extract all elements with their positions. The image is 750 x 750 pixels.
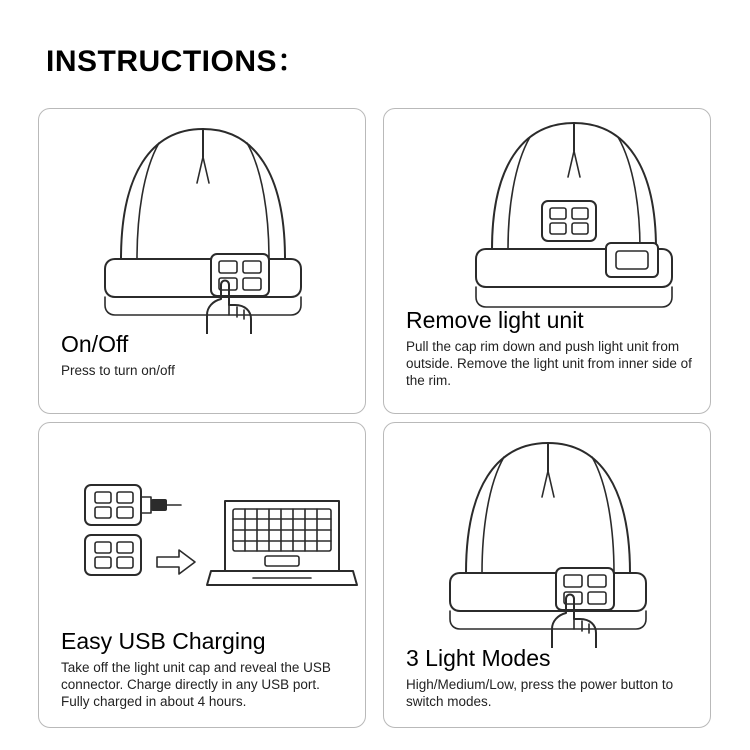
card-body: Press to turn on/off	[61, 363, 175, 378]
card-body: Pull the cap rim down and push light unit from outside. Remove the light unit from inner side of the rim.	[406, 339, 692, 388]
light-unit-usb-to-laptop-icon	[39, 423, 365, 628]
card-text-usb-charging	[61, 628, 347, 710]
beanie-hat-with-light-and-pointing-finger-icon	[39, 109, 365, 334]
beanie-hat-with-light-unit-removed-icon	[384, 109, 710, 309]
instruction-card-light-modes	[383, 422, 711, 728]
card-text-light-modes	[406, 645, 692, 710]
card-heading: Easy USB Charging	[61, 628, 266, 654]
card-body: High/Medium/Low, press the power button to switch modes.	[406, 677, 674, 709]
instruction-card-usb-charging	[38, 422, 366, 728]
card-text-on-off	[61, 331, 347, 379]
card-heading: On/Off	[61, 331, 129, 357]
instruction-card-remove-light-unit	[383, 108, 711, 414]
page-title: INSTRUCTIONS：	[46, 45, 308, 78]
instruction-card-on-off	[38, 108, 366, 414]
card-heading: 3 Light Modes	[406, 645, 551, 671]
card-body: Take off the light unit cap and reveal the USB connector. Charge directly in any USB port. Fully charged in about 4 hours.	[61, 660, 331, 709]
instruction-card-grid	[38, 108, 712, 728]
beanie-hat-with-light-and-pointing-finger-icon	[384, 423, 710, 648]
card-text-remove-light-unit	[406, 307, 692, 389]
card-heading: Remove light unit	[406, 307, 584, 333]
